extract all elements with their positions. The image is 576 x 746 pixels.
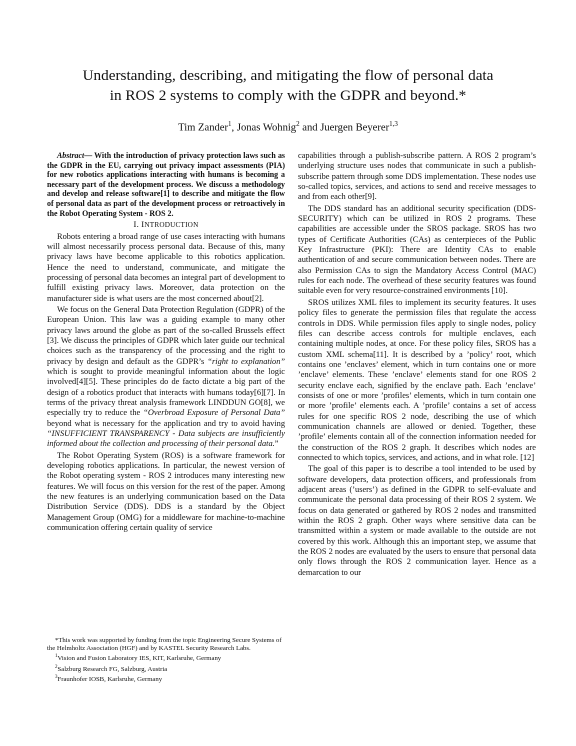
footnote-marker: 3: [55, 674, 58, 680]
left-column: [47, 151, 285, 533]
footnote-text: Vision and Fusion Laboratory IES, KIT, Karlsruhe, Germany: [57, 655, 222, 663]
author-name: Tim Zander: [178, 122, 229, 134]
footnotes: [47, 637, 285, 684]
abstract-dash: —: [84, 151, 95, 160]
abstract: [47, 151, 285, 218]
section-numeral: I. I: [133, 219, 145, 230]
body-paragraph: The Robot Operating System (ROS) is a software framework for developing robotics applications. In particular, the newest version of the Robot operating system - ROS 2 introduces many interesting new features. We will focus on this version for the rest of the paper. Among the new features is an underlying communication based on the Data Distribution Service (DDS). DDS is a standard by the Object Management Group (OMG) for a middleware for machine-to-machine communication offering certain quality of service: [47, 450, 285, 533]
title-line-1: Understanding, describing, and mitigating the flow of personal data: [82, 67, 494, 84]
author-list: [40, 117, 536, 136]
footnote-marker: 1: [55, 654, 58, 660]
footnote-text: Salzburg Research FG, Salzburg, Austria: [57, 665, 168, 673]
affiliation-footnote: [47, 674, 285, 684]
affiliation-footnote: [47, 653, 285, 663]
body-paragraph: The DDS standard has an additional security specification (DDS-SECURITY) which can be utilized in ROS 2 programs. These capabilities are accessible under the SROS package. SROS has two types of Certificate Authorities (CAs) as centerpieces of the Public Key Infrastructure (PKI): There are Identity CAs to enable authentication of and secure communication between nodes. There are also Permission CAs to sign the Mandatory Access Control (MAC) rules for each node. The overhead of these security features was found suitable even for very resource-constrained environments [10].: [298, 203, 536, 296]
funding-footnote: *This work was supported by funding from the topic Engineering Secure Systems of the Helmholtz Association (HGF) and by KASTEL Security Research Labs.: [47, 637, 282, 653]
affiliation-marker: 1: [228, 120, 232, 128]
text-run: beyond what is necessary for the application and try to avoid having: [47, 418, 285, 428]
affiliation-marker: 1,3: [389, 120, 398, 128]
author-separator: ,: [231, 122, 237, 134]
body-paragraph: capabilities through a publish-subscribe pattern. A ROS 2 program’s underlying structure uses nodes that communicate in such a publish-subscribe pattern through some DDS implementation. These nodes use so-called topics, services, and actions to send and receive messages to and from each other[9].: [298, 151, 536, 202]
footnote-marker: 2: [55, 664, 58, 670]
emphasis: “INSUFFICIENT TRANSPARENCY - Data subjects are insufficiently informed about the collection and processing of their personal data.: [47, 429, 285, 449]
body-paragraph: SROS utilizes XML files to implement its security features. It uses policy files to generate the permission files that regulate the access controls in DDS. While permission files apply to single nodes, policy files can describe access controls for multiple enclaves, each containing multiple nodes, at once. For these policy files, SROS has a custom XML schema[11]. It is described by a ’policy’ root, which contains one ’enclaves’ element, which in turn contains one or more ’enclave’ elements. These ’enclave’ elements stand for one ROS 2 security enclave each, signified by the enclave path. Each ’enclave’ consists of one or more ’profiles’ elements, which in turn contain one or more ’profile’ elements each. A ’profile’ contains a set of access rules for one specific ROS 2 node, describing the use of which communication channels are allowed or denied. Together, these ’profile’ elements contain all of the connection information needed for the construction of the ROS 2 graph. It describes which nodes are connected to which topics, services, and actions, and in what role. [12]: [298, 297, 536, 462]
title-line-2: in ROS 2 systems to comply with the GDPR and beyond.*: [109, 87, 467, 104]
author-name: Juergen Beyerer: [320, 122, 390, 134]
affiliation-marker: 2: [296, 120, 300, 128]
body-paragraph: [47, 305, 285, 450]
text-run: which is sought to provide meaningful information about the logic involved[4][5]. These principles do de facto dictate a big part of the design of a robotics product that interacts with humans today[6][7]. In terms of the privacy threat analysis framework LINDDUN GO[8], we especially try to reduce the: [47, 366, 285, 418]
abstract-text: With the introduction of privacy protection laws such as the GDPR in the EU, carrying out privacy impact assessments (PIA) for new robotics applications interacting with humans is becoming a necessary part of the development process. We discuss a methodology and develop and release software[1] to describe and mitigate the flow of personal data as part of the development process or retroactively in the Robot Operating System - ROS 2.: [47, 151, 285, 218]
author-separator: and: [299, 122, 321, 134]
affiliation-footnote: [47, 664, 285, 674]
paper-title: [40, 66, 536, 106]
author-name: Jonas Wohnig: [236, 122, 297, 134]
right-column: [298, 151, 536, 578]
body-paragraph: The goal of this paper is to describe a tool intended to be used by software developers, data protection officers, and professionals from adjacent areas (’users’) as defined in the GDPR to self-evaluate and communicate the personal data processing of their ROS 2 system. We focus on data generated or gathered by ROS 2 nodes and transmitted within the ROS 2 graph. Other ways where sensitive data can be transmitted within a system or made available to the outside are not covered by this work. Although this an important step, we assume that the ROS 2 nodes are evaluated by the users to ensure that personal data only flows through the ROS 2 communication layer. Hence as a demarcation to our: [298, 464, 536, 577]
section-heading: [47, 219, 285, 230]
text-run: We focus on the General Data Protection Regulation (GDPR) of the European Union. This law was a guiding example to many other privacy laws around the globe as part of the so-called Brussels effect [3]. We discuss the principles of GDPR which later guide our technical choices such as the transparency of the processing and the right to privacy by design and default as the GDPR’s: [47, 304, 285, 366]
emphasis: “Overbroad Exposure of Personal Data”: [143, 408, 285, 418]
body-paragraph: Robots entering a broad range of use cases interacting with humans will almost necessarily process personal data. Because of this, many privacy laws have become applicable to this robotics application. Hence the need to understand, communicate, and mitigate the processing of personal data becomes an integral part of development to fulfill existing privacy laws. Moreover, data protection on the manufacturer side is what users are the most concerned about[2].: [47, 231, 285, 303]
section-name: NTRODUCTION: [144, 221, 199, 230]
emphasis: “right to explanation”: [207, 356, 286, 366]
text-run: ”: [274, 439, 279, 449]
abstract-label: Abstract: [57, 151, 85, 160]
footnote-text: Fraunhofer IOSB, Karlsruhe, Germany: [57, 676, 163, 684]
